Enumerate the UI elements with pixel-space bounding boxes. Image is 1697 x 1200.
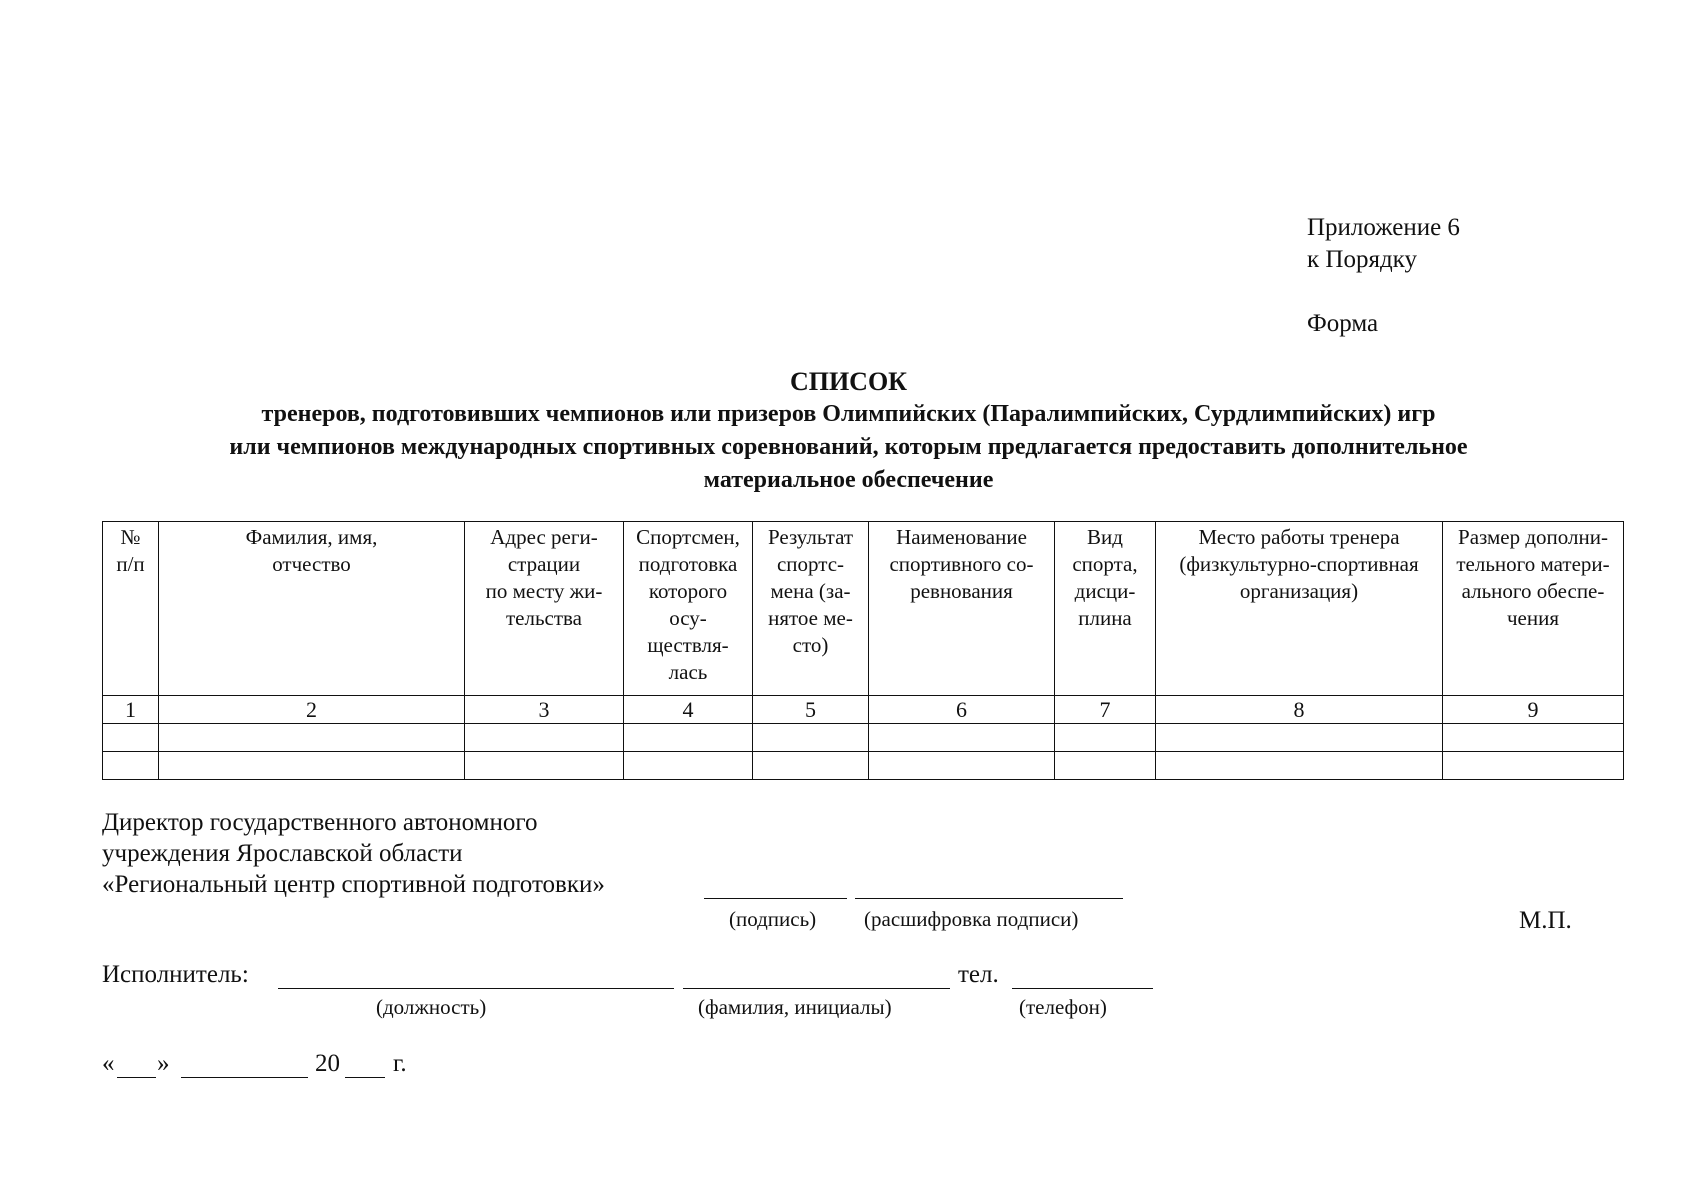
signature-decode-line[interactable] (855, 898, 1123, 899)
table-cell[interactable] (1055, 724, 1156, 752)
column-header-line: (физкультурно-спортивная (1179, 552, 1419, 576)
column-header (624, 522, 753, 696)
column-header-line: Фамилия, имя, (245, 525, 378, 549)
signature-decode-caption: (расшифровка подписи) (864, 907, 1079, 931)
column-header-line: Размер дополни- (1458, 525, 1608, 549)
column-header-line: Спортсмен, (636, 525, 740, 549)
column-header-line: Место работы тренера (1198, 525, 1400, 549)
title-main: СПИСОК (789, 367, 908, 396)
table-cell[interactable] (1156, 752, 1443, 780)
table-cell[interactable] (1156, 724, 1443, 752)
column-header-line: спорта, (1072, 552, 1138, 576)
column-number: 6 (869, 696, 1055, 724)
director-line-1: Директор государственного автономного (102, 809, 538, 836)
table-cell[interactable] (465, 752, 624, 780)
date-open-quote: « (102, 1050, 115, 1077)
title-line-1: тренеров, подготовивших чемпионов или призеров Олимпийских (Паралимпийских, Сурдлимпийских) игр (261, 401, 1436, 427)
table-cell[interactable] (624, 752, 753, 780)
table-cell[interactable] (753, 752, 869, 780)
table-cell[interactable] (753, 724, 869, 752)
date-year-line[interactable] (345, 1077, 385, 1078)
appendix-number: Приложение 6 (1307, 214, 1460, 241)
column-header (869, 522, 1055, 696)
table-cell[interactable] (1443, 752, 1624, 780)
date-year-suffix: г. (393, 1050, 407, 1077)
column-header-line: сто) (792, 633, 829, 657)
phone-label: тел. (958, 961, 999, 988)
column-header-line: осу- (669, 606, 707, 630)
column-header-line: которого (648, 579, 728, 603)
column-header-line: Результат (767, 525, 854, 549)
column-number: 8 (1156, 696, 1443, 724)
column-header-line: нятое ме- (768, 606, 853, 630)
column-header-line: организация) (1239, 579, 1359, 603)
executor-position-line[interactable] (278, 988, 674, 989)
stamp-mark: М.П. (1519, 907, 1572, 934)
document-title (90, 365, 1607, 497)
column-header-line: плина (1078, 606, 1132, 630)
director-line-3: «Региональный центр спортивной подготовки» (102, 871, 605, 898)
date-day-line[interactable] (117, 1077, 156, 1078)
appendix-reference: к Порядку (1307, 246, 1417, 273)
signature-caption: (подпись) (729, 907, 817, 931)
table-cell[interactable] (159, 724, 465, 752)
column-number: 9 (1443, 696, 1624, 724)
column-number: 4 (624, 696, 753, 724)
executor-name-line[interactable] (683, 988, 950, 989)
column-header (1055, 522, 1156, 696)
table-cell[interactable] (869, 724, 1055, 752)
form-label: Форма (1307, 310, 1379, 337)
table-cell[interactable] (159, 752, 465, 780)
table-row (103, 752, 1624, 780)
column-header (159, 522, 465, 696)
column-header-line: чения (1506, 606, 1560, 630)
column-header-line: лась (668, 660, 708, 684)
column-header (465, 522, 624, 696)
table-cell[interactable] (1055, 752, 1156, 780)
table-cell[interactable] (465, 724, 624, 752)
table-header-row (103, 522, 1624, 696)
column-header-line: дисци- (1074, 579, 1136, 603)
column-header-line: тельства (505, 606, 582, 630)
table-row (103, 724, 1624, 752)
date-month-line[interactable] (181, 1077, 308, 1078)
director-title (102, 807, 605, 900)
column-number: 3 (465, 696, 624, 724)
column-header-line: тельного матери- (1456, 552, 1610, 576)
column-header-line: подготовка (638, 552, 738, 576)
column-header-line: спортс- (776, 552, 845, 576)
column-number: 5 (753, 696, 869, 724)
column-header (753, 522, 869, 696)
column-header-line: ревнования (910, 579, 1013, 603)
column-header-line: по месту жи- (485, 579, 603, 603)
signature-line[interactable] (704, 898, 847, 899)
executor-phone-line[interactable] (1012, 988, 1153, 989)
director-line-2: учреждения Ярославской области (102, 840, 463, 867)
table-cell[interactable] (103, 724, 159, 752)
executor-label: Исполнитель: (102, 961, 249, 988)
table-cell[interactable] (624, 724, 753, 752)
position-caption: (должность) (376, 995, 487, 1019)
column-header-line: ального обеспе- (1461, 579, 1605, 603)
date-close-quote: » (157, 1050, 170, 1077)
table-cell[interactable] (103, 752, 159, 780)
title-line-2: или чемпионов международных спортивных соревнований, которым предлагается предоставить дополнительное (229, 434, 1468, 460)
column-header-line: Вид (1087, 525, 1123, 549)
column-header-line: страции (507, 552, 581, 576)
column-header-line: № (120, 525, 141, 549)
column-header (1443, 522, 1624, 696)
table-number-row (103, 696, 1624, 724)
column-header (1156, 522, 1443, 696)
column-header-line: Адрес реги- (490, 525, 598, 549)
column-header (103, 522, 159, 696)
table-cell[interactable] (869, 752, 1055, 780)
title-line-3: материальное обеспечение (703, 467, 994, 493)
column-number: 1 (103, 696, 159, 724)
column-number: 7 (1055, 696, 1156, 724)
appendix-note (1307, 212, 1460, 276)
coaches-table (102, 521, 1624, 780)
table-cell[interactable] (1443, 724, 1624, 752)
column-header-line: спортивного со- (889, 552, 1034, 576)
name-caption: (фамилия, инициалы) (698, 995, 892, 1019)
column-header-line: Наименование (896, 525, 1027, 549)
column-number: 2 (159, 696, 465, 724)
phone-caption: (телефон) (1019, 995, 1107, 1019)
column-header-line: мена (за- (770, 579, 851, 603)
column-header-line: ществля- (647, 633, 729, 657)
column-header-line: п/п (116, 552, 145, 576)
column-header-line: отчество (272, 552, 351, 576)
date-century: 20 (315, 1050, 340, 1077)
